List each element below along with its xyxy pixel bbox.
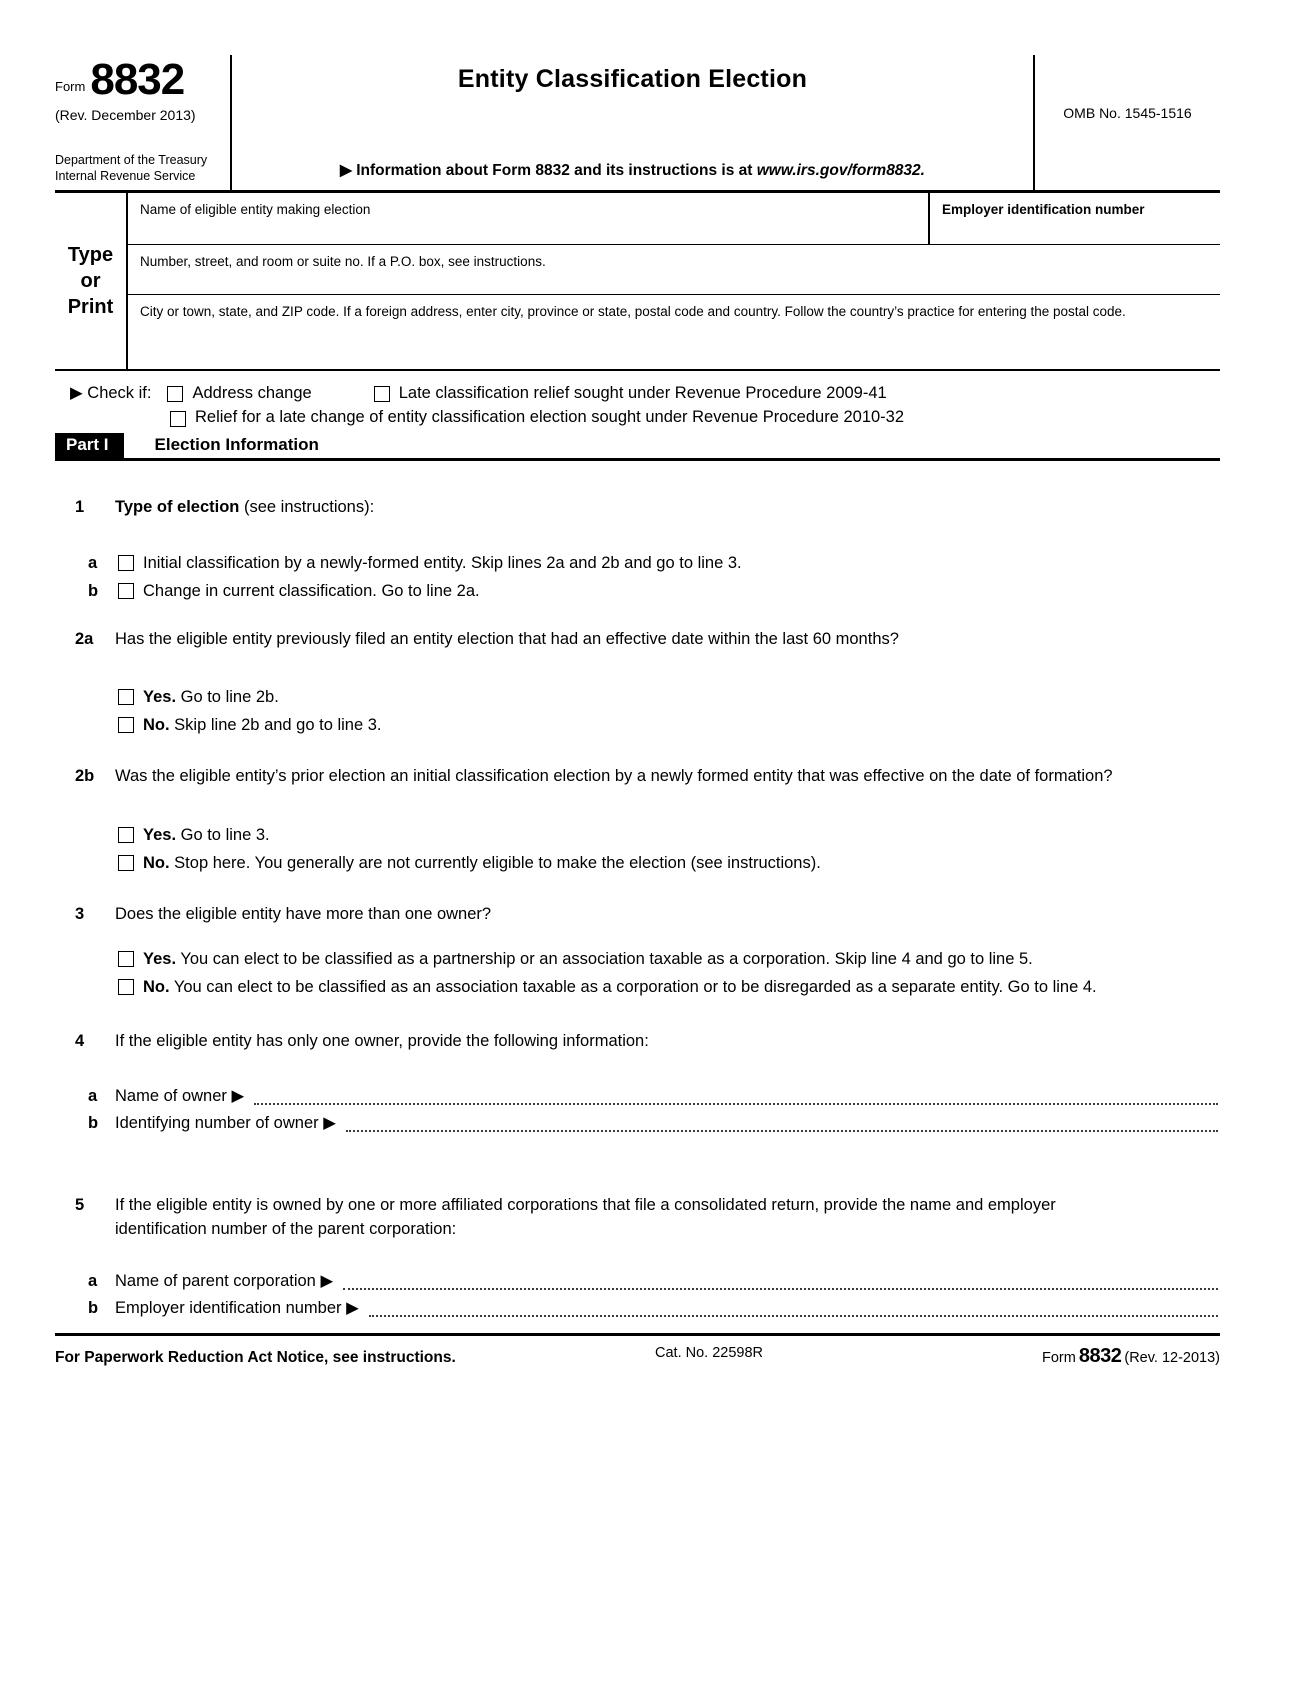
- election-information-body: [55, 496, 1220, 1321]
- parent-ein-label: Employer identification number ▶: [115, 1298, 359, 1317]
- owner-id-number-entry-line[interactable]: [346, 1130, 1218, 1132]
- owner-name-label: Name of owner ▶: [115, 1086, 245, 1105]
- parent-corporation-name-entry-line[interactable]: [343, 1288, 1218, 1290]
- line-2a-no: No. Skip line 2b and go to line 3.: [118, 714, 1220, 738]
- info-text: ▶ Information about Form 8832 and its instructions is at: [340, 162, 757, 179]
- line-1b-label: Change in current classification. Go to line 2a.: [143, 581, 480, 600]
- type-or-print-label: Type or Print: [55, 193, 128, 369]
- line-1a: a Initial classification by a newly-formed entity. Skip lines 2a and 2b and go to line 3.: [75, 552, 1220, 576]
- checkbox-address-change[interactable]: [167, 386, 183, 402]
- treasury-label: Department of the Treasury: [55, 152, 208, 167]
- relief-late-change-label: Relief for a late change of entity classification election sought under Revenue Procedure 2010-32: [195, 408, 905, 426]
- revision-label: (Rev. December 2013): [55, 106, 196, 123]
- check-if-section: [55, 383, 1220, 427]
- line-4b: b Identifying number of owner ▶: [75, 1112, 1220, 1136]
- omb-number: OMB No. 1545-1516: [1063, 104, 1192, 121]
- entity-info-section: [55, 193, 1220, 371]
- street-address-field[interactable]: [128, 245, 1220, 295]
- line-2a: 2a Has the eligible entity previously filed an entity election that had an effective date within the last 60 months?: [75, 628, 1220, 652]
- address-change-label: Address change: [192, 383, 312, 402]
- parent-ein-entry-line[interactable]: [369, 1315, 1218, 1317]
- line-5-text: If the eligible entity is owned by one or more affiliated corporations that file a consolidated return, provide the name and employer identification number of the parent corporation:: [115, 1195, 1056, 1238]
- checkbox-2b-no[interactable]: [118, 855, 134, 871]
- paperwork-notice: For Paperwork Reduction Act Notice, see instructions.: [55, 1348, 456, 1366]
- line-5b: b Employer identification number ▶: [75, 1297, 1220, 1321]
- entity-name-label: Name of eligible entity making election: [140, 202, 371, 217]
- form-word: Form: [55, 78, 86, 94]
- checkbox-3-yes[interactable]: [118, 951, 134, 967]
- line-3: 3 Does the eligible entity have more than one owner?: [75, 903, 1220, 927]
- form-number-block: [55, 55, 230, 190]
- part1-label: Part I: [55, 433, 124, 458]
- part1-header: [55, 433, 1220, 461]
- agency-block: [55, 152, 224, 189]
- form-number: 8832: [90, 55, 185, 104]
- line-2b-question: Was the eligible entity’s prior election an initial classification election by a newly formed entity that was effective on the date of formation?: [115, 766, 1113, 785]
- title-block: [230, 55, 1035, 190]
- check-if-label: ▶ Check if:: [70, 384, 152, 402]
- street-address-label: Number, street, and room or suite no. If a P.O. box, see instructions.: [140, 254, 546, 269]
- line-2a-yes: Yes. Go to line 2b.: [118, 686, 1220, 710]
- line-2b-no: No. Stop here. You generally are not currently eligible to make the election (see instructions).: [118, 852, 1220, 876]
- checkbox-late-classification-relief[interactable]: [374, 386, 390, 402]
- checkbox-2a-yes[interactable]: [118, 689, 134, 705]
- checkbox-2b-yes[interactable]: [118, 827, 134, 843]
- checkbox-3-no[interactable]: [118, 979, 134, 995]
- page-title: Entity Classification Election: [457, 65, 808, 93]
- part1-title: Election Information: [154, 435, 319, 454]
- checkbox-1a-initial-classification[interactable]: [118, 555, 134, 571]
- footer-form-number: 8832: [1078, 1344, 1122, 1367]
- line-4: 4 If the eligible entity has only one owner, provide the following information:: [75, 1030, 1220, 1054]
- form-header: [55, 55, 1220, 193]
- owner-name-entry-line[interactable]: [254, 1103, 1218, 1105]
- line-5: 5 If the eligible entity is owned by one or more affiliated corporations that file a consolidated return, provide the name and employer identification number of the parent corporation:: [75, 1194, 1220, 1242]
- checkbox-relief-late-change[interactable]: [170, 411, 186, 427]
- line-3-question: Does the eligible entity have more than one owner?: [115, 905, 492, 924]
- city-state-zip-label: City or town, state, and ZIP code. If a foreign address, enter city, province or state, postal code and country. Follow the country’s practice for entering the postal code.: [140, 304, 1126, 319]
- line-1b: b Change in current classification. Go to line 2a.: [75, 580, 1220, 604]
- footer-form-id: Form 8832 (Rev. 12-2013): [1042, 1344, 1220, 1367]
- info-url: www.irs.gov/form8832.: [756, 162, 925, 179]
- line-5a: a Name of parent corporation ▶: [75, 1270, 1220, 1294]
- line-2b-yes: Yes. Go to line 3.: [118, 824, 1220, 848]
- form-footer: [55, 1333, 1220, 1368]
- owner-id-number-label: Identifying number of owner ▶: [115, 1113, 336, 1132]
- line-3-no: No. You can elect to be classified as an association taxable as a corporation or to be disregarded as a separate entity. Go to line 4.: [118, 976, 1220, 1000]
- line-1: 1 Type of election (see instructions):: [75, 498, 375, 516]
- late-classification-relief-label: Late classification relief sought under Revenue Procedure 2009-41: [398, 383, 887, 402]
- city-state-zip-field[interactable]: [128, 295, 1220, 369]
- line-2b: 2b Was the eligible entity’s prior election an initial classification election by a newly formed entity that was effective on the date of formation?: [75, 765, 1220, 789]
- line-3-yes: Yes. You can elect to be classified as a partnership or an association taxable as a corporation. Skip line 4 and go to line 5.: [118, 948, 1220, 972]
- info-line: [340, 161, 925, 184]
- line-4a: a Name of owner ▶: [75, 1085, 1220, 1109]
- line-1-title: Type of election: [115, 498, 240, 516]
- checkbox-1b-change-classification[interactable]: [118, 583, 134, 599]
- irs-label: Internal Revenue Service: [55, 168, 196, 183]
- line-4-text: If the eligible entity has only one owner, provide the following information:: [115, 1032, 649, 1051]
- entity-name-field[interactable]: [128, 193, 928, 244]
- parent-corporation-name-label: Name of parent corporation ▶: [115, 1271, 334, 1290]
- checkbox-2a-no[interactable]: [118, 717, 134, 733]
- ein-label: Employer identification number: [942, 202, 1145, 217]
- omb-block: [1035, 55, 1220, 190]
- line-2a-question: Has the eligible entity previously filed an entity election that had an effective date within the last 60 months?: [115, 629, 899, 648]
- line-1a-label: Initial classification by a newly-formed entity. Skip lines 2a and 2b and go to line 3.: [143, 553, 742, 572]
- catalog-number: Cat. No. 22598R: [655, 1344, 764, 1361]
- ein-field[interactable]: [928, 193, 1220, 244]
